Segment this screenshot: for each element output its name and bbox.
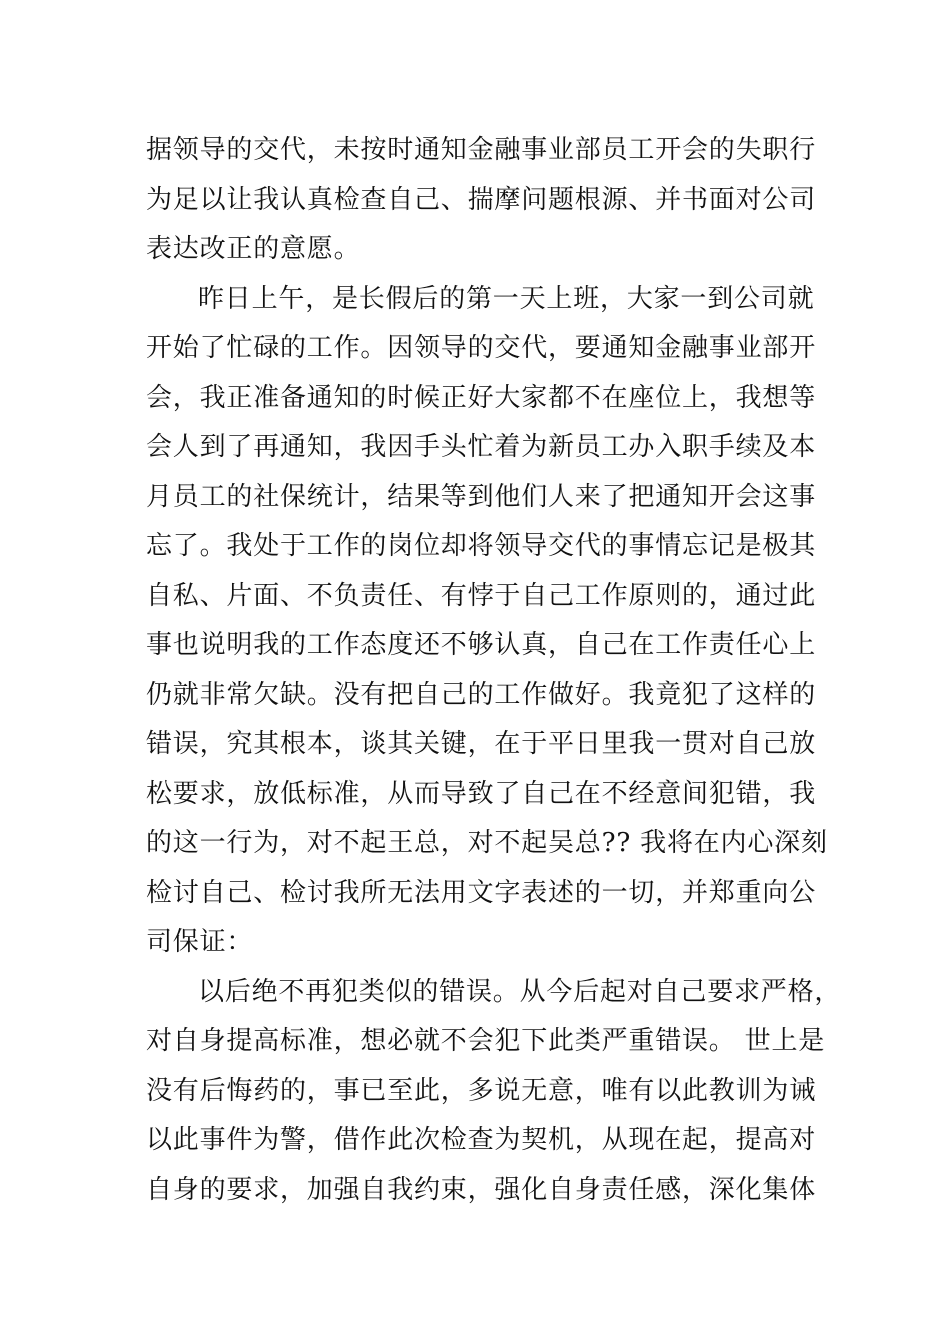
text-line-paragraph-start: 以后绝不再犯类似的错误。从今后起对自己要求严格，	[198, 976, 842, 1007]
document-body	[146, 126, 842, 1215]
text-line: 月员工的社保统计，结果等到他们人来了把通知开会这事	[146, 481, 817, 512]
text-line: 对自身提高标准，想必就不会犯下此类严重错误。 世上是	[146, 1026, 826, 1056]
text-line: 松要求，放低标准，从而导致了自己在不经意间犯错，我	[146, 778, 817, 809]
text-line: 会人到了再通知，我因手头忙着为新员工办入职手续及本	[146, 432, 817, 462]
text-line: 事也说明我的工作态度还不够认真，自己在工作责任心上	[146, 630, 817, 660]
text-line: 的这一行为，对不起王总，对不起吴总?? 我将在内心深刻	[146, 828, 828, 858]
text-line: 为足以让我认真检查自己、揣摩问题根源、并书面对公司	[146, 184, 817, 215]
text-line-paragraph-start: 昨日上午，是长假后的第一天上班，大家一到公司就	[198, 283, 815, 314]
text-line: 司保证：	[146, 927, 254, 957]
text-line: 仍就非常欠缺。没有把自己的工作做好。我竟犯了这样的	[146, 679, 817, 710]
text-line: 没有后悔药的，事已至此，多说无意，唯有以此教训为诫	[146, 1075, 817, 1106]
text-line: 会，我正准备通知的时候正好大家都不在座位上，我想等	[146, 382, 817, 413]
text-line: 忘了。我处于工作的岗位却将领导交代的事情忘记是极其	[146, 531, 817, 561]
text-line: 表达改正的意愿。	[146, 234, 361, 264]
text-line: 自身的要求，加强自我约束，强化自身责任感，深化集体	[146, 1174, 817, 1205]
text-line: 以此事件为警，借作此次检查为契机，从现在起，提高对	[146, 1125, 817, 1155]
text-line: 开始了忙碌的工作。因领导的交代，要通知金融事业部开	[146, 333, 817, 363]
text-line: 自私、片面、不负责任、有悖于自己工作原则的，通过此	[146, 580, 817, 611]
text-line: 据领导的交代，未按时通知金融事业部员工开会的失职行	[146, 135, 817, 165]
text-line: 错误，究其根本，谈其关键，在于平日里我一贯对自己放	[146, 729, 817, 759]
text-line: 检讨自己、检讨我所无法用文字表述的一切，并郑重向公	[146, 877, 817, 908]
